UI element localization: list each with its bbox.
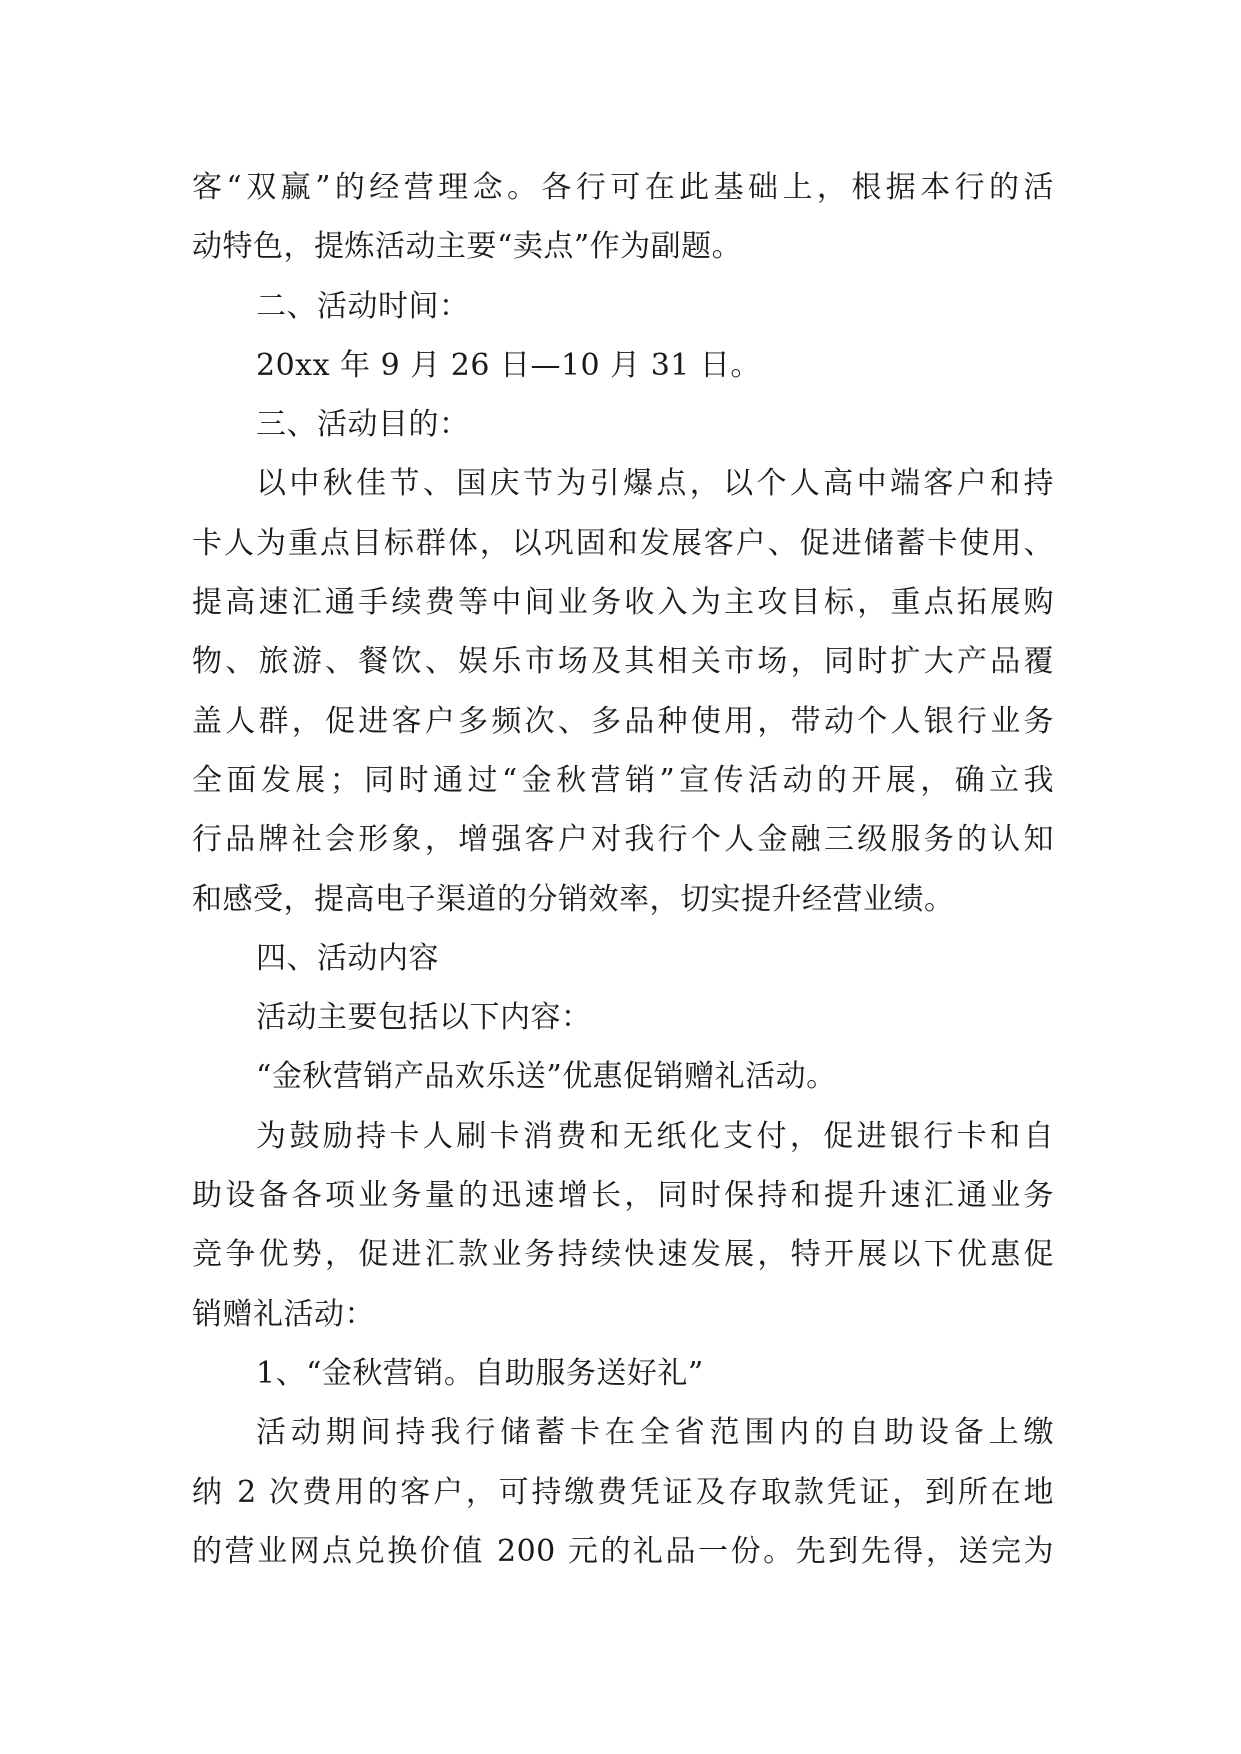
subsection-heading: 1、“金秋营销。自助服务送好礼”: [256, 1355, 704, 1391]
text-line: 物、旅游、餐饮、娱乐市场及其相关市场，同时扩大产品覆: [192, 644, 1054, 680]
text-line: 和感受，提高电子渠道的分销效率，切实提升经营业绩。: [192, 881, 955, 917]
text-line: 纳 2 次费用的客户，可持缴费凭证及存取款凭证，到所在地: [192, 1474, 1054, 1510]
text-line: 动特色，提炼活动主要“卖点”作为副题。: [192, 229, 743, 265]
text-line: “金秋营销产品欢乐送”优惠促销赠礼活动。: [256, 1059, 837, 1095]
text-line: 盖人群，促进客户多频次、多品种使用，带动个人银行业务: [192, 703, 1054, 739]
text-line: 助设备各项业务量的迅速增长，同时保持和提升速汇通业务: [192, 1178, 1054, 1214]
section-heading: 三、活动目的：: [256, 407, 470, 443]
section-heading: 二、活动时间：: [256, 288, 470, 324]
text-line: 行品牌社会形象，增强客户对我行个人金融三级服务的认知: [192, 822, 1054, 858]
text-line: 以中秋佳节、国庆节为引爆点，以个人高中端客户和持: [256, 466, 1054, 502]
text-line: 提高速汇通手续费等中间业务收入为主攻目标，重点拓展购: [192, 585, 1054, 621]
text-line: 20xx 年 9 月 26 日—10 月 31 日。: [256, 347, 761, 383]
text-line: 活动期间持我行储蓄卡在全省范围内的自助设备上缴: [256, 1415, 1054, 1451]
text-line: 活动主要包括以下内容：: [256, 1000, 592, 1036]
document-body: [192, 158, 1054, 1581]
text-line: 竞争优势，促进汇款业务持续快速发展，特开展以下优惠促: [192, 1237, 1054, 1273]
text-line: 为鼓励持卡人刷卡消费和无纸化支付，促进银行卡和自: [256, 1118, 1054, 1154]
section-heading: 四、活动内容: [256, 940, 439, 976]
text-line: 的营业网点兑换价值 200 元的礼品一份。先到先得，送完为: [192, 1533, 1054, 1569]
text-line: 全面发展；同时通过“金秋营销”宣传活动的开展，确立我: [192, 762, 1054, 798]
text-line: 销赠礼活动：: [192, 1296, 375, 1332]
text-line: 客“双赢”的经营理念。各行可在此基础上，根据本行的活: [192, 170, 1054, 205]
text-line: 卡人为重点目标群体，以巩固和发展客户、促进储蓄卡使用、: [192, 525, 1054, 561]
